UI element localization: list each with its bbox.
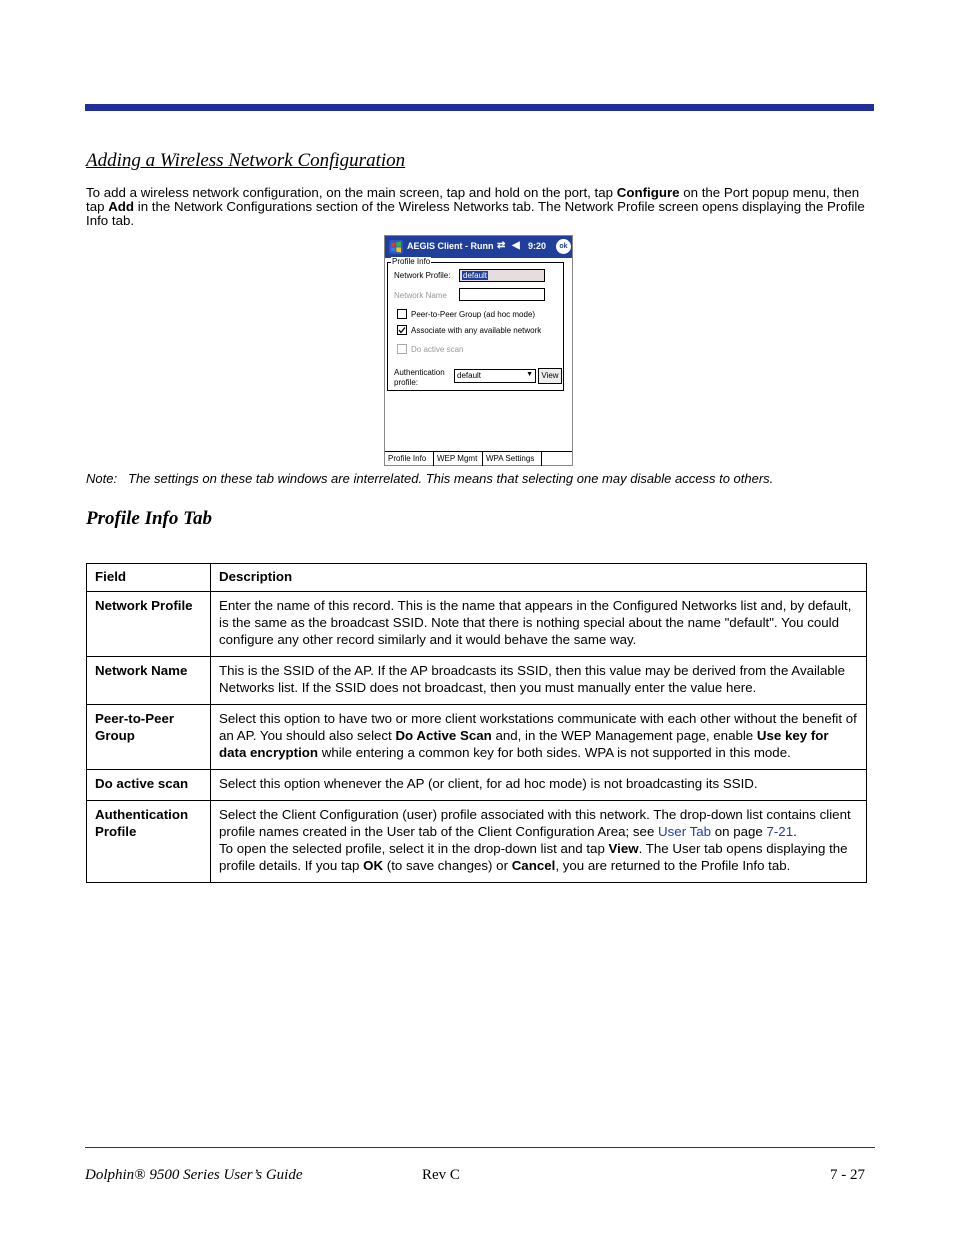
device-screenshot: [384, 235, 573, 466]
top-rule: [85, 104, 874, 111]
device-clock: 9:20: [528, 241, 547, 251]
table-row: [87, 657, 867, 705]
field-cell: Do active scan: [87, 770, 211, 801]
active-scan-checkbox[interactable]: [397, 344, 407, 354]
note-prefix: Note:: [86, 471, 118, 486]
table-row: [87, 705, 867, 770]
associate-label: Associate with any available network: [411, 326, 542, 335]
profile-info-table: [86, 563, 867, 883]
page-link[interactable]: 7-21: [766, 824, 794, 839]
peer-to-peer-checkbox[interactable]: [397, 309, 407, 319]
field-cell: Authentication Profile: [87, 801, 211, 883]
field-cell: Peer-to-Peer Group: [87, 705, 211, 770]
column-header-description: Description: [211, 564, 867, 592]
table-row: [87, 770, 867, 801]
active-scan-label: Do active scan: [411, 345, 464, 354]
peer-to-peer-label: Peer-to-Peer Group (ad hoc mode): [411, 310, 536, 319]
tab-profile-info[interactable]: Profile Info: [385, 452, 434, 466]
group-label: Profile Info: [392, 257, 431, 266]
tab-wpa-settings[interactable]: WPA Settings: [483, 452, 542, 466]
table-header-row: [87, 564, 867, 592]
device-title: AEGIS Client - Runn: [407, 241, 494, 251]
description-cell: Select this option to have two or more client workstations communicate with each other without the benefit of an AP. You should also select Do Active Scan and, in the WEP Management page, enable Use key for data encryption while entering a common key for both sides. WPA is not supported in this mode.: [211, 705, 867, 770]
network-name-label: Network Name: [394, 291, 447, 300]
associate-checkbox[interactable]: [397, 325, 407, 335]
subsection-title: Profile Info Tab: [86, 508, 212, 529]
tab-wep-mgmt[interactable]: WEP Mgmt: [434, 452, 483, 466]
auth-profile-label-2: profile:: [394, 378, 419, 387]
note-text: The settings on these tab windows are interrelated. This means that selecting one may disable access to others.: [128, 471, 774, 486]
dropdown-arrow-icon: ▼: [526, 371, 533, 378]
network-name-input[interactable]: [459, 288, 545, 301]
field-cell: Network Profile: [87, 592, 211, 657]
network-profile-input[interactable]: [459, 269, 545, 282]
footer-revision: Rev C: [422, 1167, 460, 1183]
description-cell: This is the SSID of the AP. If the AP broadcasts its SSID, then this value may be derived from the Available Networks list. If the SSID does not broadcast, then you must manually enter the value here.: [211, 657, 867, 705]
column-header-field: Field: [87, 564, 211, 592]
device-title-bar: [385, 236, 572, 258]
ok-button[interactable]: ok: [556, 239, 571, 254]
footer-title: Dolphin® 9500 Series User’s Guide: [85, 1167, 303, 1183]
network-profile-label: Network Profile:: [394, 271, 451, 280]
network-profile-value: default: [463, 271, 488, 280]
speaker-icon[interactable]: ◀: [512, 240, 520, 251]
auth-profile-label-1: Authentication: [394, 368, 445, 377]
section-title: Adding a Wireless Network Configuration: [86, 150, 406, 171]
checkmark-icon: [398, 326, 406, 334]
user-tab-link[interactable]: User Tab: [658, 824, 712, 839]
note: [86, 471, 773, 486]
view-button[interactable]: View: [538, 368, 562, 384]
profile-info-group: [387, 257, 564, 391]
connectivity-icon[interactable]: ⇄: [497, 240, 506, 251]
windows-start-icon[interactable]: [388, 239, 404, 255]
description-cell: Select this option whenever the AP (or client, for ad hoc mode) is not broadcasting its SSID.: [211, 770, 867, 801]
device-tab-bar: [385, 451, 572, 466]
field-cell: Network Name: [87, 657, 211, 705]
description-cell: Enter the name of this record. This is the name that appears in the Configured Networks list and, by default, is the same as the broadcast SSID. Note that there is nothing special about the name "default". You could configure any other record similarly and it would behave the same way.: [211, 592, 867, 657]
auth-profile-select[interactable]: [454, 369, 536, 383]
bottom-rule: [85, 1147, 875, 1148]
table-row: [87, 592, 867, 657]
intro-paragraph: To add a wireless network configuration, on the main screen, tap and hold on the port, tap Configure on the Port popup menu, then tap Add in the Network Configurations section of the Wireless Networks tab. The Network Profile screen opens displaying the Profile Info tab.: [86, 185, 865, 228]
description-cell: Select the Client Configuration (user) profile associated with this network. The drop-down list contains client profile names created in the User tab of the Client Configuration Area; see User Tab on page 7-21. To open the selected profile, select it in the drop-down list and tap View. The User tab opens displaying the profile details. If you tap OK (to save changes) or Cancel, you are returned to the Profile Info tab.: [211, 801, 867, 883]
table-row: [87, 801, 867, 883]
auth-profile-value: default: [457, 371, 482, 380]
footer-page-number: 7 - 27: [830, 1167, 865, 1183]
